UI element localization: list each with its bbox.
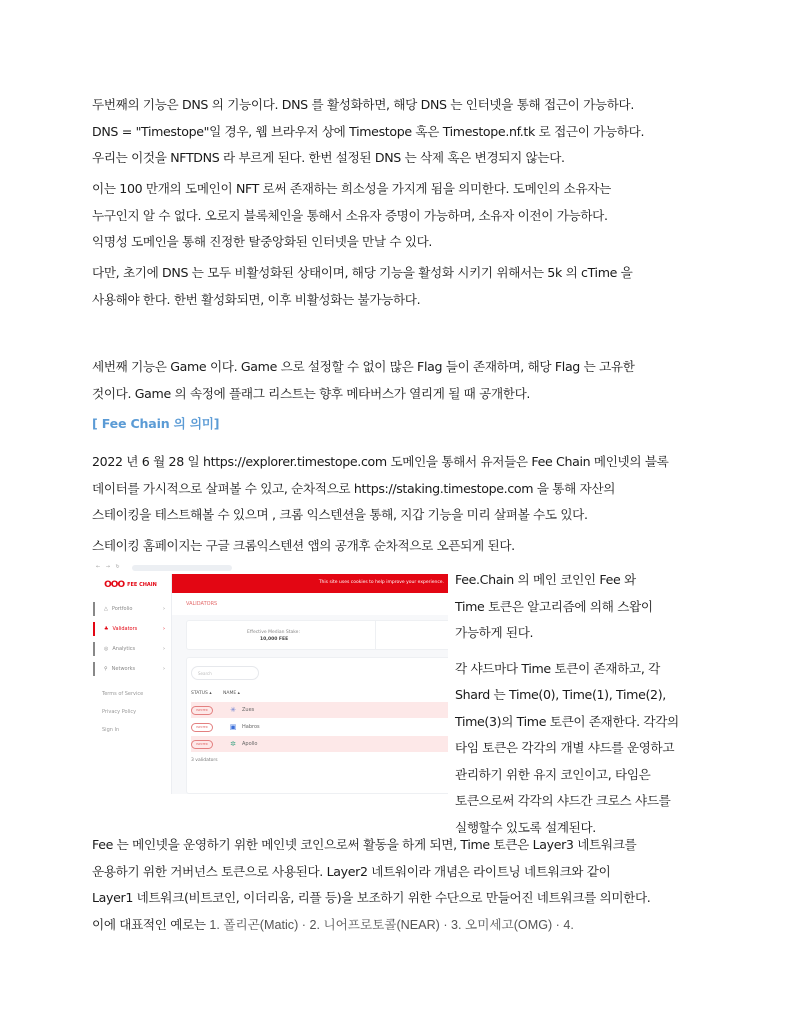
text-line: Shard 는 Time(0), Time(1), Time(2), bbox=[455, 687, 666, 702]
browser-nav-icons: ← → ↻ bbox=[96, 564, 122, 570]
cookie-banner bbox=[172, 574, 448, 593]
breadcrumb: VALIDATORS bbox=[172, 593, 448, 615]
text-line: 실행할수 있도록 설계된다. bbox=[455, 819, 596, 835]
table-row bbox=[191, 719, 448, 735]
status-badge: ELECTED bbox=[191, 706, 213, 715]
validator-avatar-icon: ✳ bbox=[230, 706, 236, 714]
chevron-right-icon: › bbox=[163, 666, 165, 672]
text-line: 가능하게 된다. bbox=[455, 625, 534, 640]
validator-avatar-icon: ▣ bbox=[229, 723, 237, 731]
sidebar-item-portfolio bbox=[90, 599, 171, 619]
dns-paragraph-3 bbox=[92, 260, 712, 313]
cookie-notice: This site uses cookies to help improve your experience. bbox=[318, 580, 444, 585]
networks-icon: ⚲ bbox=[104, 666, 108, 672]
validator-avatar-icon: ✲ bbox=[230, 740, 236, 748]
text-line: 스테이킹 홈페이지는 구글 크롬익스텐션 앱의 공개후 순차적으로 오픈되게 된다. bbox=[92, 538, 515, 553]
sidebar-item-networks bbox=[90, 659, 171, 679]
text-line bbox=[92, 912, 712, 939]
text-line: 세번째 기능은 Game 이다. Game 으로 설정할 수 없이 많은 Flag 들이 존재하며, 해당 Flag 는 고유한 bbox=[92, 359, 635, 374]
validator-count: 3 validators bbox=[191, 758, 218, 763]
game-paragraph bbox=[92, 354, 712, 407]
examples-list: 1. 폴리곤(Matic) · 2. 니어프로토콜(NEAR) · 3. 오미세고(OMG) · 4. bbox=[209, 917, 574, 932]
dns-paragraph-1 bbox=[92, 92, 712, 172]
table-header bbox=[191, 691, 250, 696]
text-line: 사용해야 한다. 한번 활성화되면, 이후 비활성화는 불가능하다. bbox=[92, 291, 421, 307]
text-line: Time(3)의 Time 토큰이 존재한다. 각각의 bbox=[455, 713, 679, 729]
sidebar-item-label: Networks bbox=[111, 666, 136, 672]
text-line: 2022 년 6 월 28 일 https://explorer.timestope.com 도메인을 통해서 유저들은 Fee Chain 메인넷의 블록 bbox=[92, 454, 669, 469]
stat-label: Effective Median Stake: bbox=[247, 630, 300, 635]
fee-chain-paragraph-2 bbox=[92, 533, 712, 560]
chevron-right-icon: › bbox=[163, 646, 165, 652]
text-line: 토큰으로써 각각의 샤드간 크로스 샤드를 bbox=[455, 793, 671, 808]
dns-paragraph-2 bbox=[92, 176, 712, 256]
text-line: 두번째의 기능은 DNS 의 기능이다. DNS 를 활성화하면, 해당 DNS 는 인터넷을 통해 접근이 가능하다. bbox=[92, 97, 635, 112]
validator-name: Habros bbox=[242, 724, 260, 730]
text-line: 이는 100 만개의 도메인이 NFT 로써 존재하는 희소성을 가지게 됨을 의미한다. 도메인의 소유자는 bbox=[92, 181, 611, 196]
text-line: 타임 토큰은 각각의 개별 샤드를 운영하고 bbox=[455, 740, 675, 755]
table-row bbox=[191, 702, 448, 718]
name-column-header: NAME ▴ bbox=[223, 691, 240, 696]
analytics-icon: ◎ bbox=[104, 646, 109, 652]
text-line: 스테이킹을 테스트해볼 수 있으며 , 크롬 익스텐션을 통해, 지갑 기능을 미리 살펴볼 수도 있다. bbox=[92, 507, 588, 522]
fee-chain-logo bbox=[90, 574, 171, 596]
status-badge: ELECTED bbox=[191, 723, 213, 732]
text-line: Fee.Chain 의 메인 코인인 Fee 와 bbox=[455, 572, 636, 587]
fee-chain-paragraph-3 bbox=[92, 832, 712, 938]
text-line: 익명성 도메인을 통해 진정한 탈중앙화된 인터넷을 만날 수 있다. bbox=[92, 234, 433, 249]
sign-in-link: Sign In bbox=[102, 727, 120, 733]
url-field bbox=[132, 565, 232, 571]
search-input: Search bbox=[191, 666, 259, 680]
text-line: 우리는 이것을 NFTDNS 라 부르게 된다. 한번 설정된 DNS 는 삭제 혹은 변경되지 않는다. bbox=[92, 150, 565, 165]
text-line: DNS = "Timestope"일 경우, 웹 브라우저 상에 Timestope 혹은 Timestope.nf.tk 로 접근이 가능하다. bbox=[92, 123, 645, 139]
side-text bbox=[455, 567, 715, 841]
privacy-link: Privacy Policy bbox=[102, 709, 137, 715]
fee-chain-heading: [ Fee Chain 의 의미] bbox=[92, 416, 220, 431]
text-line: 데이터를 가시적으로 살펴볼 수 있고, 순차적으로 https://staking.timestope.com 을 통해 자산의 bbox=[92, 480, 616, 496]
logo-text: FEE CHAIN bbox=[127, 582, 157, 588]
browser-address-bar bbox=[90, 562, 448, 574]
sidebar-item-validators bbox=[90, 619, 171, 639]
text-line: 관리하기 위한 유지 코인이고, 타임은 bbox=[455, 766, 651, 782]
sidebar-item-label: Analytics bbox=[112, 646, 136, 652]
chevron-right-icon: › bbox=[163, 626, 165, 632]
fee-chain-paragraph-1 bbox=[92, 449, 712, 529]
sidebar-item-label: Portfolio bbox=[111, 606, 133, 612]
validators-panel bbox=[186, 657, 448, 794]
text-line: 다만, 초기에 DNS 는 모두 비활성화된 상태이며, 해당 기능을 활성화 시키기 위해서는 5k 의 cTime 을 bbox=[92, 265, 633, 280]
examples-prefix: 이에 대표적인 예로는 bbox=[92, 916, 210, 932]
validator-name: Apollo bbox=[242, 741, 258, 747]
sidebar-item-analytics bbox=[90, 639, 171, 659]
status-column-header: STATUS ▴ bbox=[191, 691, 212, 696]
sidebar bbox=[90, 574, 172, 794]
text-line: 것이다. Game 의 속정에 플래그 리스트는 향후 메타버스가 열리게 될 때 공개한다. bbox=[92, 385, 531, 401]
text-line: 각 샤드마다 Time 토큰이 존재하고, 각 bbox=[455, 660, 660, 676]
divider bbox=[375, 621, 376, 649]
text-line: 누구인지 알 수 없다. 오로지 블록체인을 통해서 소유자 증명이 가능하며, 소유자 이전이 가능하다. bbox=[92, 207, 608, 223]
validators-icon: ♣ bbox=[104, 626, 109, 632]
sidebar-item-label: Validators bbox=[112, 626, 138, 632]
spacer bbox=[455, 647, 715, 656]
validator-name: Zues bbox=[242, 707, 255, 713]
stat-value: 10,000 FEE bbox=[260, 637, 289, 642]
stats-card bbox=[186, 620, 448, 650]
logo-rings-icon: OOO bbox=[104, 580, 125, 590]
text-line: 운용하기 위한 거버넌스 토큰으로 사용된다. Layer2 네트워이라 개념은 라이트닝 네트워크와 같이 bbox=[92, 863, 611, 879]
text-line: Time 토큰은 알고리즘에 의해 스왑이 bbox=[455, 598, 653, 614]
terms-link: Terms of Service bbox=[102, 691, 144, 697]
table-row bbox=[191, 736, 448, 752]
chevron-right-icon: › bbox=[163, 606, 165, 612]
text-line: Fee 는 메인넷을 운영하기 위한 메인넷 코인으로써 활동을 하게 되면, Time 토큰은 Layer3 네트워크를 bbox=[92, 837, 637, 852]
portfolio-icon: △ bbox=[104, 606, 108, 612]
staking-site-screenshot bbox=[90, 562, 448, 794]
status-badge: ELECTED bbox=[191, 740, 213, 749]
text-line: Layer1 네트워크(비트코인, 이더리움, 리플 등)을 보조하기 위한 수단으로 만들어진 네트워크를 의미한다. bbox=[92, 890, 651, 905]
